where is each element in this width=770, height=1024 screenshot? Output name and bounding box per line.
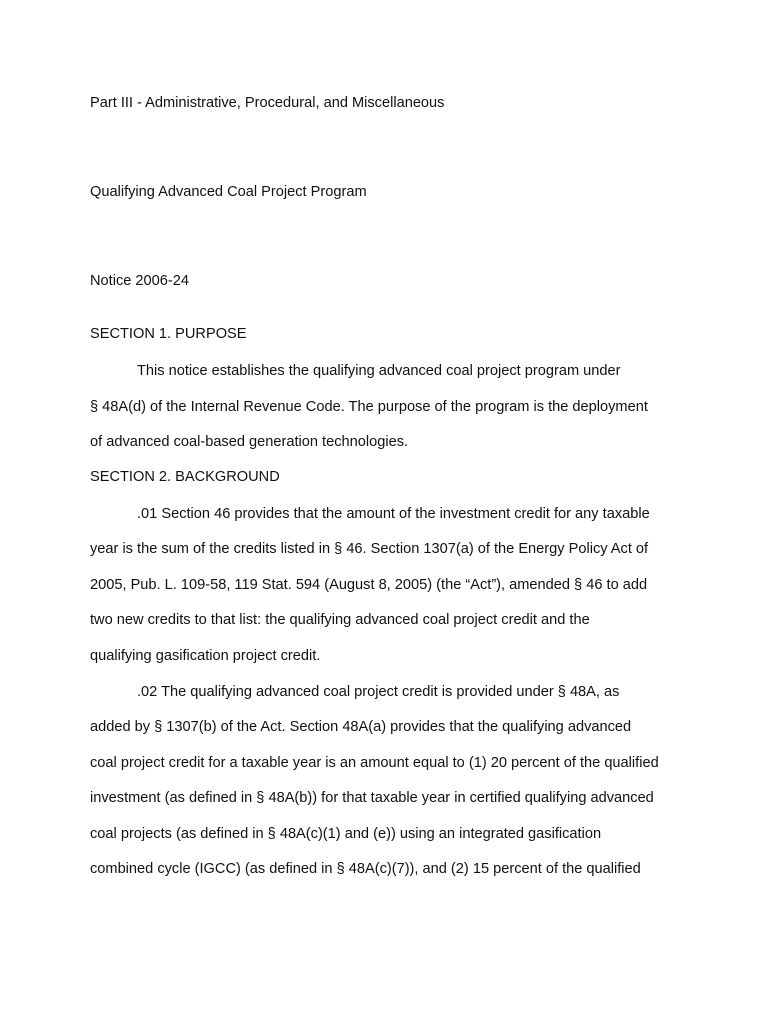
body-text-line: qualifying gasification project credit. xyxy=(90,648,321,664)
body-text-line: .02 The qualifying advanced coal project credit is provided under § 48A, as xyxy=(137,684,620,700)
body-text-line: .01 Section 46 provides that the amount of the investment credit for any taxable xyxy=(137,506,650,522)
body-text-line: coal projects (as defined in § 48A(c)(1) and (e)) using an integrated gasification xyxy=(90,826,602,842)
body-text-line: of advanced coal-based generation technologies. xyxy=(90,434,409,450)
section-2-heading: SECTION 2. BACKGROUND xyxy=(90,469,280,485)
body-text-line: coal project credit for a taxable year is an amount equal to (1) 20 percent of the qualified xyxy=(90,755,659,771)
body-text-line: investment (as defined in § 48A(b)) for that taxable year in certified qualifying advanced xyxy=(90,790,654,806)
notice-number: Notice 2006-24 xyxy=(90,273,189,289)
body-text-line: year is the sum of the credits listed in § 46. Section 1307(a) of the Energy Policy Act of xyxy=(90,541,649,557)
body-text-line: § 48A(d) of the Internal Revenue Code. The purpose of the program is the deployment xyxy=(90,399,648,415)
document-title: Qualifying Advanced Coal Project Program xyxy=(90,184,367,200)
body-text-line: two new credits to that list: the qualifying advanced coal project credit and the xyxy=(90,612,590,628)
body-text-line: This notice establishes the qualifying advanced coal project program under xyxy=(137,363,621,379)
part-heading: Part III - Administrative, Procedural, and Miscellaneous xyxy=(90,95,445,111)
body-text-line: added by § 1307(b) of the Act. Section 48A(a) provides that the qualifying advanced xyxy=(90,719,632,735)
body-text-line: 2005, Pub. L. 109-58, 119 Stat. 594 (August 8, 2005) (the “Act”), amended § 46 to add xyxy=(90,577,648,593)
body-text-line: combined cycle (IGCC) (as defined in § 48A(c)(7)), and (2) 15 percent of the qualified xyxy=(90,861,641,877)
section-1-heading: SECTION 1. PURPOSE xyxy=(90,326,247,342)
